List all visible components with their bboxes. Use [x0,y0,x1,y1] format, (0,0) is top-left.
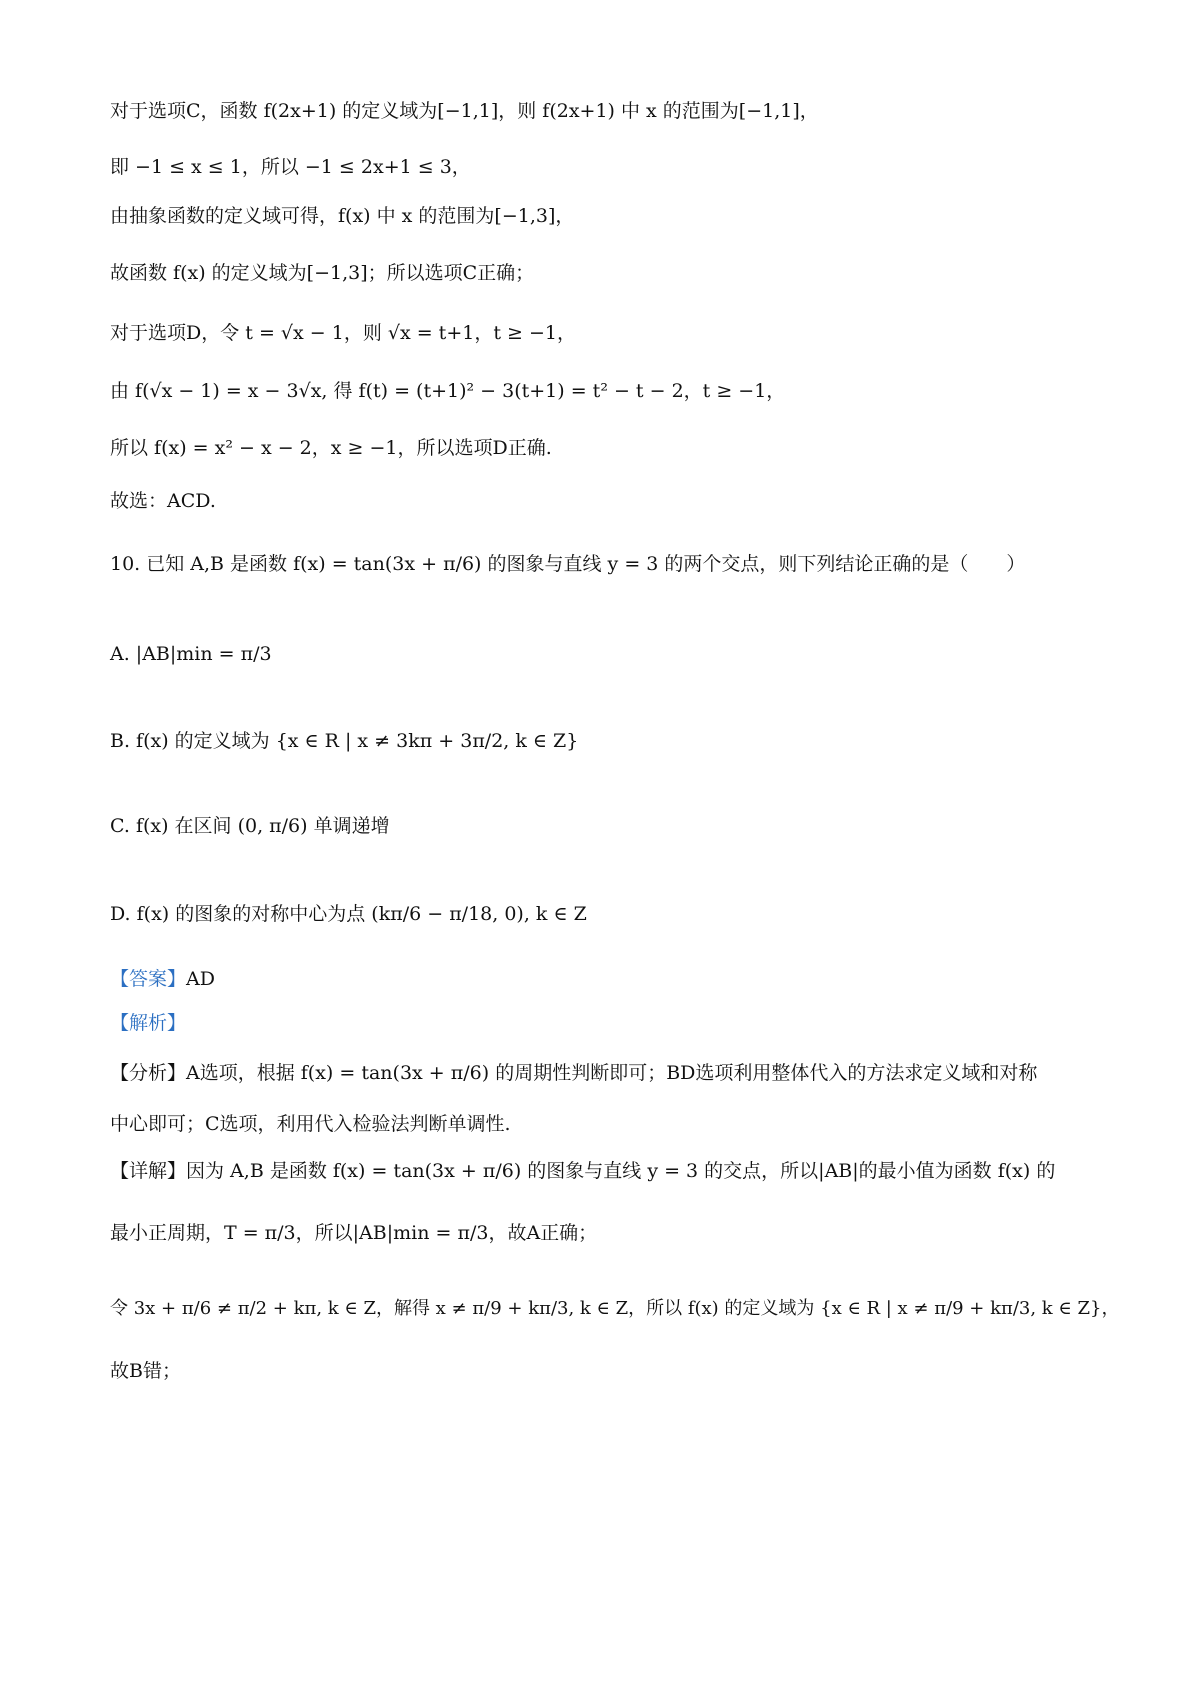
option-c: C. f(x) 在区间 (0, π/6) 单调递增 [110,815,390,837]
solution-line-d2: 由 f(√x − 1) = x − 3√x, 得 f(t) = (t+1)² − 3(t+1) = t² − t − 2，t ≥ −1， [110,380,786,402]
fenxi-line-2: 中心即可；C选项，利用代入检验法判断单调性. [110,1113,511,1135]
fenxi-line-1 [110,1062,1110,1085]
analysis-tag: 【解析】 [110,1012,187,1034]
solution-line-d1: 对于选项D，令 t = √x − 1，则 √x = t+1，t ≥ −1， [110,322,576,344]
answer-value: AD [186,968,215,990]
solution-line-c2: 即 −1 ≤ x ≤ 1，所以 −1 ≤ 2x+1 ≤ 3， [110,156,471,178]
option-b: B. f(x) 的定义域为 {x ∈ R | x ≠ 3kπ + 3π/2, k ∈ Z} [110,730,579,752]
xiangjie-line-4: 故B错； [110,1360,181,1382]
analysis-heading [110,1012,1110,1035]
solution-line-c1: 对于选项C，函数 f(2x+1) 的定义域为[−1,1]，则 f(2x+1) 中 x 的范围为[−1,1]， [110,100,819,122]
xiangjie-line-3: 令 3x + π/6 ≠ π/2 + kπ, k ∈ Z，解得 x ≠ π/9 + kπ/3, k ∈ Z，所以 f(x) 的定义域为 {x ∈ R | x ≠ π/9 + kπ/3, k ∈ Z}， [110,1298,1120,1319]
fenxi-tag: 【分析】 [110,1062,187,1084]
solution-line-c3: 由抽象函数的定义域可得，f(x) 中 x 的范围为[−1,3]， [110,205,575,227]
xiangjie-tag: 【详解】 [110,1160,187,1182]
xiangjie-line-2: 最小正周期，T = π/3，所以|AB|min = π/3，故A正确； [110,1222,598,1244]
solution-line-c4: 故函数 f(x) 的定义域为[−1,3]；所以选项C正确； [110,262,535,284]
option-d: D. f(x) 的图象的对称中心为点 (kπ/6 − π/18, 0), k ∈ Z [110,903,587,925]
answer-tag: 【答案】 [110,968,187,990]
question-stem: 10. 已知 A,B 是函数 f(x) = tan(3x + π/6) 的图象与直线 y = 3 的两个交点，则下列结论正确的是（ ） [110,553,1026,575]
solution-line-d3: 所以 f(x) = x² − x − 2，x ≥ −1，所以选项D正确. [110,437,552,459]
solution-choice: 故选：ACD. [110,490,216,512]
xiangjie-line-1 [110,1160,1110,1183]
fenxi-text-1: A选项，根据 f(x) = tan(3x + π/6) 的周期性判断即可；BD选项利用整体代入的方法求定义域和对称 [186,1062,1038,1084]
answer-line [110,968,1110,991]
xiangjie-text-1: 因为 A,B 是函数 f(x) = tan(3x + π/6) 的图象与直线 y = 3 的交点，所以|AB|的最小值为函数 f(x) 的 [186,1160,1056,1182]
option-a: A. |AB|min = π/3 [110,643,272,665]
